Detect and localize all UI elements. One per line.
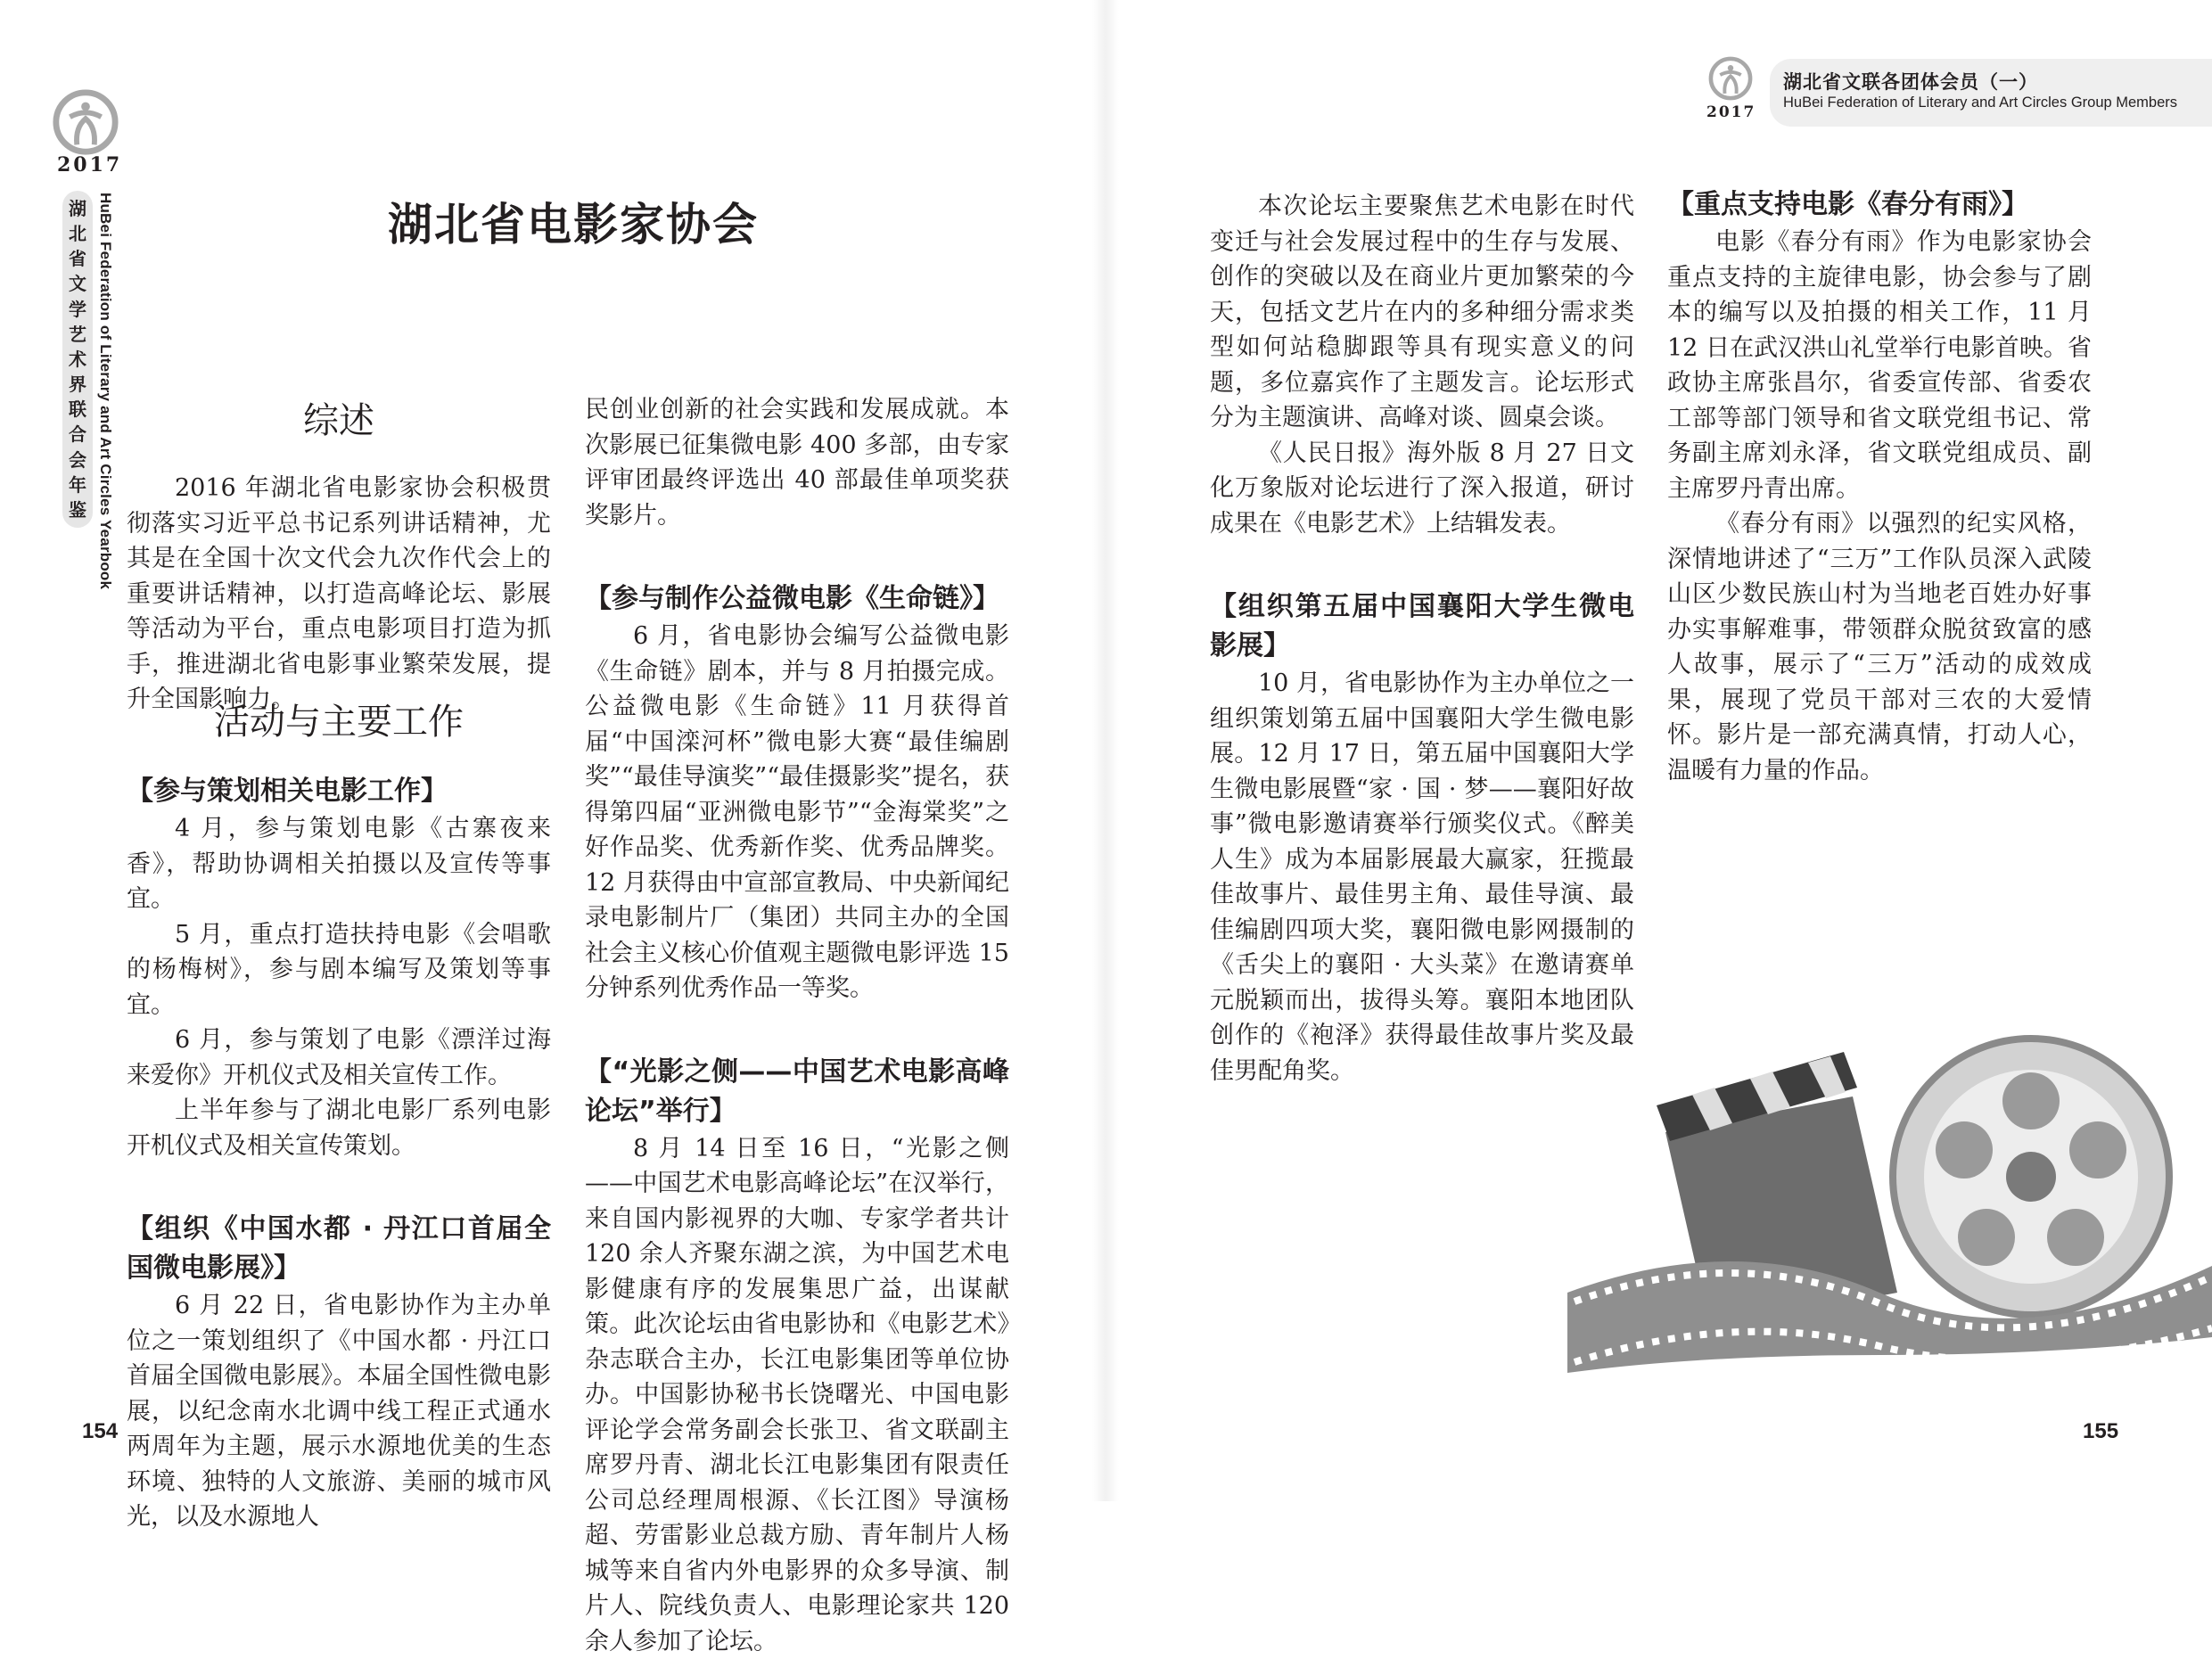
side-char: 湖 [69,200,86,218]
federation-logo-icon [1707,55,1754,102]
side-char: 会 [69,451,86,469]
section-heading: 【参与制作公益微电影《生命链》】 [585,579,1009,619]
side-char: 年 [69,476,86,494]
side-char: 界 [69,375,86,393]
column-2 [585,392,1009,1659]
column-4 [1667,185,2092,788]
column-3 [1210,189,1634,1088]
section-heading: 【组织《中国水都 · 丹江口首届全国微电影展》】 [127,1210,551,1288]
paragraph: 上半年参与了湖北电影厂系列电影开机仪式及相关宣传策划。 [127,1093,551,1163]
side-title-cn [62,191,93,528]
paragraph: 6 月 22 日，省电影协作为主办单位之一策划组织了《中国水都 · 丹江口首届全国微电影展》。本届全国性微电影展，以纪念南水北调中线工程正式通水两周年为主题，展示水源地优美的生态环境、独特的人文旅游、美丽的城市风光，以及水源地人 [127,1288,551,1535]
paragraph: 6 月，省电影协会编写公益微电影《生命链》剧本，并与 8 月拍摄完成。公益微电影《生命链》11 月获得首届“中国滦河杯”微电影大赛“最佳编剧奖”“最佳导演奖”“最佳摄影奖”提名，获得第四届“亚洲微电影节”“金海棠奖”之好作品奖、优秀新作奖、优秀品牌奖。12 月获得由中宣部宣教局、中央新闻纪录电影制片厂（集团）共同主办的全国社会主义核心价值观主题微电影评选 15 分钟系列优秀作品一等奖。 [585,619,1009,1006]
side-char: 术 [69,350,86,368]
header-year: 2017 [1706,103,1756,121]
section-heading: 【组织第五届中国襄阳大学生微电影展】 [1210,587,1634,666]
side-char: 学 [69,300,86,318]
side-char: 合 [69,425,86,443]
paragraph: 8 月 14 日至 16 日，“光影之侧——中国艺术电影高峰论坛”在汉举行，来自国内影视界的大咖、专家学者共计 120 余人齐聚东湖之滨，为中国艺术电影健康有序的发展集思广益，出谋献策。此次论坛由省电影协和《电影艺术》杂志联合主办，长江电影集团等单位协办。中国影协秘书长饶曙光、中国电影评论学会常务副会长张卫、省文联副主席罗丹青、湖北长江电影集团有限责任公司总经理周根源、《长江图》导演杨超、劳雷影业总裁方励、青年制片人杨城等来自省内外电影界的众多导演、制片人、院线负责人、电影理论家共 120 余人参加了论坛。 [585,1131,1009,1659]
section-activities-heading: 活动与主要工作 [127,694,551,744]
column-1 [127,471,551,718]
section-heading: 【“光影之侧——中国艺术电影高峰论坛”举行】 [585,1053,1009,1131]
page-number-right: 155 [2083,1419,2118,1444]
paragraph: 6 月，参与策划了电影《漂洋过海来爱你》开机仪式及相关宣传工作。 [127,1023,551,1093]
paragraph: 5 月，重点打造扶持电影《会唱歌的杨梅树》，参与剧本编写及策划等事宜。 [127,917,551,1023]
side-char: 文 [69,275,86,292]
header-title-en: HuBei Federation of Literary and Art Circles Group Members [1783,94,2177,111]
film-reel-icon [1893,1039,2169,1315]
side-char: 鉴 [69,501,86,519]
section-heading: 【重点支持电影《春分有雨》】 [1667,185,2092,225]
side-char: 省 [69,250,86,267]
page-gutter [1092,0,1119,1501]
paragraph: 本次论坛主要聚焦艺术电影在时代变迁与社会发展过程中的生存与发展、创作的突破以及在商业片更加繁荣的今天，包括文艺片在内的多种细分需求类型如何站稳脚跟等具有现实意义的问题，多位嘉宾作了主题发言。论坛形式分为主题演讲、高峰对谈、圆桌会谈。 [1210,189,1634,436]
paragraph: 《春分有雨》以强烈的纪实风格，深情地讲述了“三万”工作队员深入武陵山区少数民族山村为当地老百姓办好事办实事解难事，带领群众脱贫致富的感人故事，展示了“三万”活动的成效成果，展现了党员干部对三农的大爱情怀。影片是一部充满真情，打动人心，温暖有力量的作品。 [1667,506,2092,788]
overview-paragraph: 2016 年湖北省电影家协会积极贯彻落实习近平总书记系列讲话精神，尤其是在全国十次文代会九次作代会上的重要讲话精神，以打造高峰论坛、影展等活动为平台，重点电影项目打造为抓手，推进湖北省电影事业繁荣发展，提升全国影响力。 [127,471,551,718]
side-char: 联 [69,400,86,418]
side-char: 北 [69,225,86,242]
paragraph: 电影《春分有雨》作为电影家协会重点支持的主旋律电影，协会参与了剧本的编写以及拍摄的相关工作，11 月 12 日在武汉洪山礼堂举行电影首映。省政协主席张昌尔，省委宣传部、省委农工部等部门领导和省文联党组书记、常务副主席刘永泽，省文联党组成员、副主席罗丹青出席。 [1667,225,2092,506]
logo-year: 2017 [57,153,122,177]
page-number-left: 154 [82,1419,118,1444]
section-heading: 【参与策划相关电影工作】 [127,772,551,811]
header-title-cn: 湖北省文联各团体会员（一） [1783,68,2038,94]
paragraph: 《人民日报》海外版 8 月 27 日文化万象版对论坛进行了深入报道，研讨成果在《电影艺术》上结辑发表。 [1210,436,1634,542]
side-title-en: HuBei Federation of Literary and Art Circles Yearbook [96,193,114,589]
paragraph: 民创业创新的社会实践和发展成就。本次影展已征集微电影 400 多部，由专家评审团最终评选出 40 部最佳单项奖获奖影片。 [585,392,1009,533]
side-char: 艺 [69,325,86,343]
paragraph: 4 月，参与策划电影《古寨夜来香》，帮助协调相关拍摄以及宣传等事宜。 [127,811,551,917]
column-1-lower [127,772,551,1535]
section-overview-heading: 综述 [250,392,428,443]
film-clapperboard-reel-illustration [1558,998,2212,1417]
federation-logo-icon [51,87,120,157]
article-title: 湖北省电影家协会 [388,189,759,253]
paragraph: 10 月，省电影协作为主办单位之一组织策划第五届中国襄阳大学生微电影展。12 月 17 日，第五届中国襄阳大学生微电影展暨“家 · 国 · 梦——襄阳好故事”微电影邀请赛举行颁奖仪式。《醉美人生》成为本届影展最大赢家，狂揽最佳故事片、最佳男主角、最佳导演、最佳编剧四项大奖，襄阳微电影网摄制的《舌尖上的襄阳 · 大头菜》在邀请赛单元脱颖而出，拔得头筹。襄阳本地团队创作的《袍泽》获得最佳故事片奖及最佳男配角奖。 [1210,666,1634,1088]
